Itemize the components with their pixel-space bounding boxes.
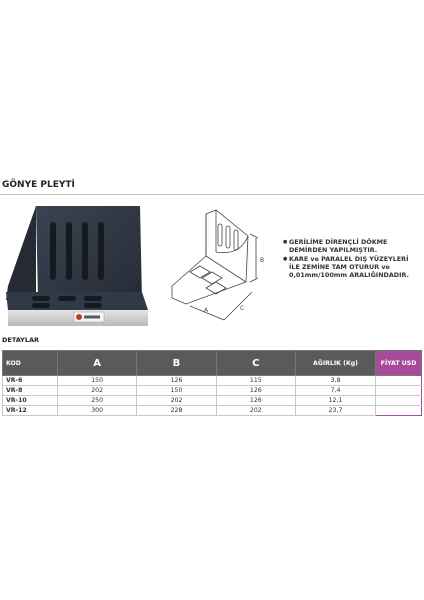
header-a: A <box>58 351 137 376</box>
header-b: B <box>137 351 216 376</box>
header-kod: KOD <box>3 351 58 376</box>
spec-table <box>2 350 422 416</box>
cell-kod: VR-12 <box>3 406 58 416</box>
cell-c: 202 <box>216 406 295 416</box>
cell-c: 126 <box>216 386 295 396</box>
cell-a: 150 <box>58 376 137 386</box>
cell-a: 300 <box>58 406 137 416</box>
feature-item: ● KARE ve PARALEL DIŞ YÜZEYLERİ İLE ZEMİNE TAM OTURUR ve 0,01mm/100mm ARALIĞINDADIR. <box>283 255 421 279</box>
cell-b: 228 <box>137 406 216 416</box>
cell-a: 202 <box>58 386 137 396</box>
cell-weight: 12,1 <box>296 396 376 406</box>
table-row <box>3 396 422 406</box>
section-title: GÖNYE PLEYTİ <box>2 180 75 190</box>
cell-b: 126 <box>137 376 216 386</box>
table-row <box>3 386 422 396</box>
cell-weight: 7,4 <box>296 386 376 396</box>
cell-price <box>376 376 422 386</box>
technical-drawing <box>166 206 278 324</box>
table-row <box>3 406 422 416</box>
cell-kod: VR-6 <box>3 376 58 386</box>
cell-c: 126 <box>216 396 295 406</box>
dimension-label-b: B <box>260 257 265 264</box>
table-header-row <box>3 351 422 376</box>
details-title: DETAYLAR <box>2 336 40 344</box>
header-weight: AĞIRLIK (Kg) <box>296 351 376 376</box>
cell-b: 202 <box>137 396 216 406</box>
cell-price <box>376 406 422 416</box>
cell-weight: 3,8 <box>296 376 376 386</box>
feature-list <box>283 238 421 280</box>
cell-a: 250 <box>58 396 137 406</box>
cell-kod: VR-10 <box>3 396 58 406</box>
feature-item: ● GERİLİME DİRENÇLİ DÖKME DEMİRDEN YAPILMIŞTIR. <box>283 238 421 254</box>
dimension-label-a: A <box>204 307 209 314</box>
cell-b: 150 <box>137 386 216 396</box>
header-c: C <box>216 351 295 376</box>
cell-c: 115 <box>216 376 295 386</box>
dimension-label-c: C <box>240 305 245 312</box>
cell-price <box>376 396 422 406</box>
cell-kod: VR-8 <box>3 386 58 396</box>
table-row <box>3 376 422 386</box>
product-photo <box>2 202 152 334</box>
cell-price <box>376 386 422 396</box>
cell-weight: 23,7 <box>296 406 376 416</box>
title-divider <box>0 194 424 195</box>
header-price: FİYAT USD <box>376 351 422 376</box>
